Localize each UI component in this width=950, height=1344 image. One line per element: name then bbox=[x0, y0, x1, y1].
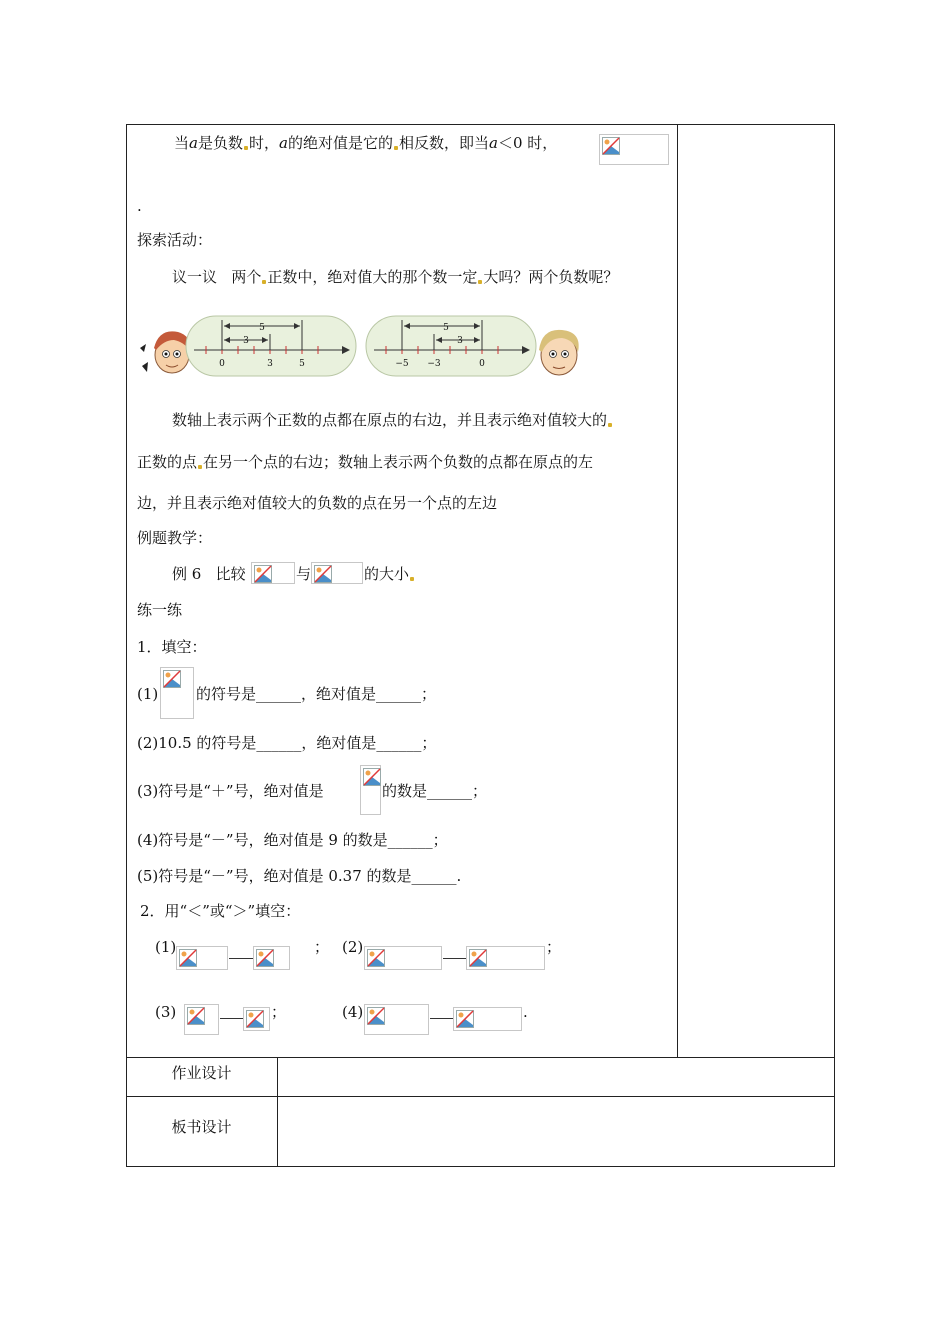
example-label bbox=[172, 564, 246, 584]
explanation-line-1 bbox=[172, 410, 613, 430]
formula-image-placeholder bbox=[453, 1007, 522, 1031]
broken-image-icon bbox=[254, 565, 272, 583]
edit-mark bbox=[394, 146, 398, 150]
right-column-divider bbox=[677, 124, 678, 1058]
formula-image-placeholder bbox=[184, 1004, 219, 1035]
board-design-cell[interactable] bbox=[278, 1097, 834, 1166]
broken-image-icon bbox=[246, 1010, 264, 1028]
q1-5: (5)符号是“－”号，绝对值是 0.37 的数是______. bbox=[137, 867, 462, 885]
broken-image-icon bbox=[314, 565, 332, 583]
q1-3-text-b: 的数是______； bbox=[382, 782, 488, 800]
broken-image-icon bbox=[256, 949, 274, 967]
q2-title: 2．用“＜”或“＞”填空： bbox=[140, 902, 301, 920]
answer-blank[interactable] bbox=[220, 1018, 243, 1019]
right-span-label-3: 3 bbox=[457, 336, 463, 346]
formula-image-placeholder bbox=[251, 562, 295, 584]
left-span-label-3: 3 bbox=[243, 336, 249, 346]
q2-2-num: (2) bbox=[342, 938, 364, 956]
formula-image-placeholder bbox=[360, 765, 381, 815]
text: 议一议 bbox=[172, 268, 218, 286]
edit-mark bbox=[478, 280, 482, 284]
formula-image-placeholder bbox=[466, 946, 545, 970]
text: 比较 bbox=[215, 565, 246, 583]
q2-1-num: (1) bbox=[155, 938, 177, 956]
intro-line bbox=[174, 133, 557, 153]
formula-image-placeholder bbox=[253, 946, 290, 970]
formula-image-placeholder bbox=[160, 667, 194, 719]
var-a: a bbox=[279, 134, 288, 152]
example-and: 与 bbox=[296, 565, 312, 583]
explanation-line-2 bbox=[137, 452, 593, 472]
q2-4-num: (4) bbox=[342, 1003, 364, 1021]
intro-period: . bbox=[137, 197, 142, 215]
explore-heading: 探索活动： bbox=[137, 231, 213, 249]
broken-image-icon bbox=[456, 1010, 474, 1028]
text: 正数的点 bbox=[137, 453, 198, 471]
q1-1-text: 的符号是______，绝对值是______； bbox=[196, 685, 437, 703]
broken-image-icon bbox=[367, 1007, 385, 1025]
edit-mark bbox=[410, 577, 414, 581]
text: 当 bbox=[174, 134, 190, 152]
q2-1-semi: ； bbox=[314, 938, 330, 956]
broken-image-icon bbox=[187, 1007, 205, 1025]
text: 是负数 bbox=[197, 134, 243, 152]
broken-image-icon bbox=[363, 768, 381, 786]
text: 在另一个点的右边；数轴上表示两个负数的点都在原点的左 bbox=[203, 453, 594, 471]
q2-3-num: (3) bbox=[155, 1003, 177, 1021]
formula-image-placeholder bbox=[176, 946, 228, 970]
text: 大吗？两个负数呢？ bbox=[483, 268, 619, 286]
left-tick-label-5: 5 bbox=[299, 359, 305, 369]
var-a: a bbox=[488, 134, 498, 152]
formula-image-placeholder bbox=[364, 1004, 429, 1035]
right-tick-label-neg3: −3 bbox=[427, 359, 441, 369]
text: 时， bbox=[248, 134, 279, 152]
left-cartoon-head bbox=[140, 331, 190, 373]
board-design-label: 板书设计 bbox=[171, 1118, 232, 1136]
var-a: a bbox=[189, 134, 198, 152]
discuss-line bbox=[172, 267, 618, 287]
text: 两个 bbox=[231, 268, 262, 286]
q1-3-text-a: (3)符号是“＋”号，绝对值是 bbox=[137, 782, 324, 800]
q2-3-semi: ； bbox=[271, 1003, 287, 1021]
q1-title: 1．填空： bbox=[137, 638, 207, 656]
answer-blank[interactable] bbox=[229, 958, 253, 959]
q1-2: (2)10.5 的符号是______，绝对值是______； bbox=[137, 734, 437, 752]
q2-2-semi: ； bbox=[546, 938, 562, 956]
text: 的绝对值是它的 bbox=[287, 134, 393, 152]
text: ＜0 时， bbox=[497, 134, 558, 152]
text: 的大小 bbox=[364, 565, 410, 583]
edit-mark bbox=[262, 280, 266, 284]
text: 正数中，绝对值大的那个数一定 bbox=[267, 268, 478, 286]
q1-4: (4)符号是“－”号，绝对值是 9 的数是______； bbox=[137, 831, 448, 849]
answer-blank[interactable] bbox=[430, 1018, 453, 1019]
q2-4-period: . bbox=[523, 1003, 528, 1021]
edit-mark bbox=[198, 465, 202, 469]
left-span-label-5: 5 bbox=[259, 323, 265, 333]
right-tick-label-neg5: −5 bbox=[395, 359, 409, 369]
example-heading: 例题教学： bbox=[137, 529, 213, 547]
text: 相反数，即当 bbox=[398, 134, 489, 152]
right-cartoon-head bbox=[539, 330, 579, 375]
formula-image-placeholder bbox=[243, 1007, 270, 1031]
broken-image-icon bbox=[163, 670, 181, 688]
text: 例 6 bbox=[172, 565, 202, 583]
formula-image-placeholder bbox=[311, 562, 363, 584]
left-tick-label-3: 3 bbox=[267, 359, 273, 369]
broken-image-icon bbox=[367, 949, 385, 967]
right-panel bbox=[366, 316, 536, 376]
q1-1-num: (1) bbox=[137, 685, 159, 703]
practice-heading: 练一练 bbox=[137, 601, 183, 619]
formula-image-placeholder bbox=[599, 134, 669, 165]
edit-mark bbox=[608, 423, 612, 427]
broken-image-icon bbox=[179, 949, 197, 967]
explanation-line-3: 边，并且表示绝对值较大的负数的点在另一个点的左边 bbox=[137, 494, 498, 512]
homework-design-cell[interactable] bbox=[278, 1058, 834, 1096]
number-line-figure bbox=[134, 310, 594, 385]
homework-design-label: 作业设计 bbox=[171, 1064, 232, 1082]
edit-mark bbox=[244, 146, 248, 150]
answer-blank[interactable] bbox=[443, 958, 466, 959]
formula-image-placeholder bbox=[364, 946, 442, 970]
right-tick-label-0: 0 bbox=[479, 359, 485, 369]
right-span-label-5: 5 bbox=[443, 323, 449, 333]
left-tick-label-0: 0 bbox=[219, 359, 225, 369]
broken-image-icon bbox=[602, 137, 620, 155]
example-tail bbox=[364, 564, 415, 584]
text: 数轴上表示两个正数的点都在原点的右边，并且表示绝对值较大的 bbox=[172, 411, 608, 429]
broken-image-icon bbox=[469, 949, 487, 967]
